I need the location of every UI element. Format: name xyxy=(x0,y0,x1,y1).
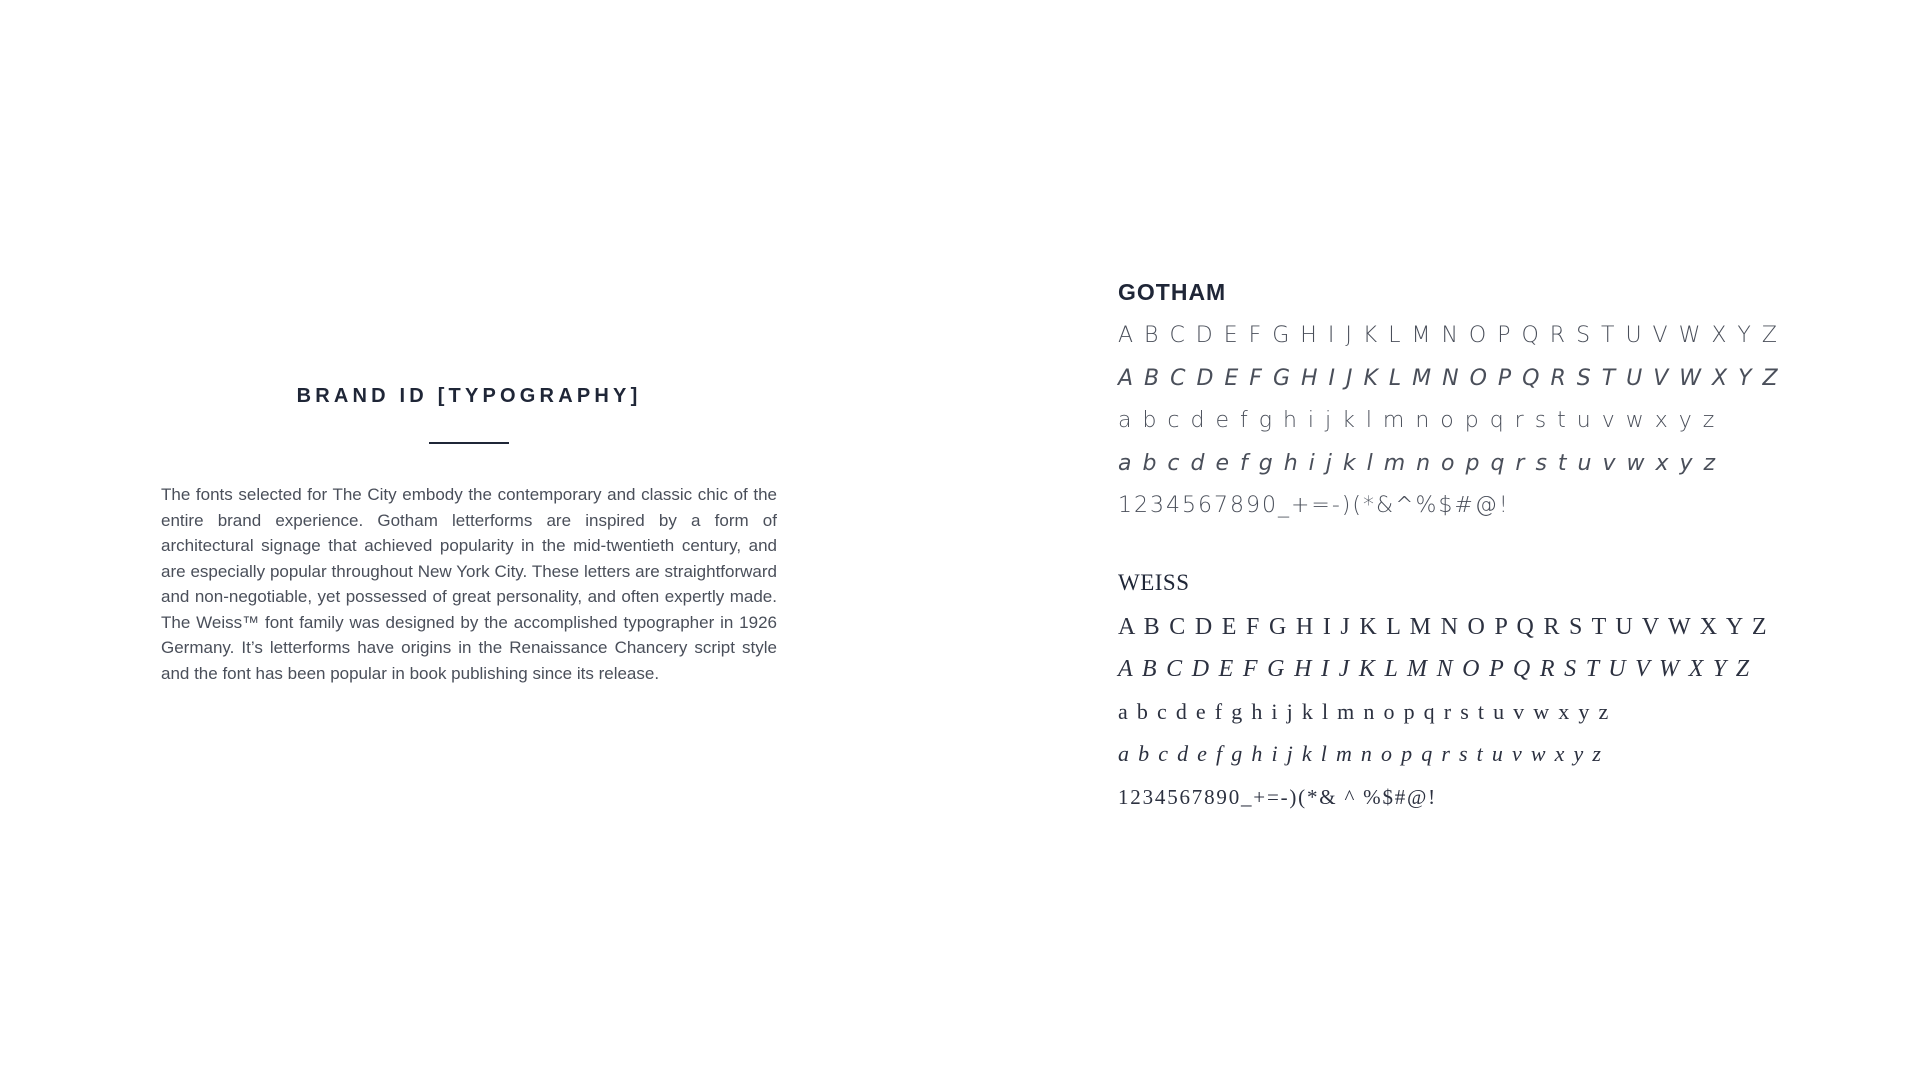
weiss-lowercase: a b c d e f g h i j k l m n o p q r s t u v w x y z xyxy=(1118,698,1611,724)
weiss-font-name: WEISS xyxy=(1118,569,1190,595)
gotham-specimen xyxy=(1118,277,1878,528)
weiss-uppercase-italic: A B C D E F G H I J K L M N O P Q R S T U V W X Y Z xyxy=(1118,656,1751,682)
weiss-digits-symbols: 1234567890_+=-)(*& ^ %$#@! xyxy=(1118,784,1437,809)
gotham-lowercase-italic: a b c d e f g h i j k l m n o p q r s t u v w x y z xyxy=(1118,450,1718,476)
gotham-font-name: GOTHAM xyxy=(1118,279,1227,305)
weiss-specimen xyxy=(1118,568,1878,819)
gotham-uppercase: A B C D E F G H I J K L M N O P Q R S T U V W X Y Z xyxy=(1118,323,1779,348)
gotham-uppercase-italic: A B C D E F G H I J K L M N O P Q R S T U V W X Y Z xyxy=(1118,365,1780,391)
page-title: BRAND ID [TYPOGRAPHY] xyxy=(296,385,642,407)
typography-description: The fonts selected for The City embody the contemporary and classic chic of the entire brand experience. Gotham letterforms are inspired by a form of architectural signage that achieved popularity in the mid-twentieth century, and are especially popular throughout New York City. These letters are straightforward and non-negotiable, yet possessed of great personality, and often expertly made. The Weiss™ font family was designed by the accomplished typographer in 1926 Germany. It’s letterforms have origins in the Renaissance Chancery script style and the font has been popular in book publishing since its release. xyxy=(161,485,777,683)
title-divider xyxy=(429,442,509,444)
brand-typography-intro xyxy=(161,386,777,686)
gotham-digits-symbols: 1234567890_+=-)(*&^%$#@! xyxy=(1118,493,1510,518)
gotham-lowercase: a b c d e f g h i j k l m n o p q r s t u v w x y z xyxy=(1118,408,1717,433)
weiss-uppercase: A B C D E F G H I J K L M N O P Q R S T U V W X Y Z xyxy=(1118,613,1769,640)
weiss-lowercase-italic: a b c d e f g h i j k l m n o p q r s t u v w x y z xyxy=(1118,741,1603,766)
font-specimens xyxy=(1118,277,1878,818)
